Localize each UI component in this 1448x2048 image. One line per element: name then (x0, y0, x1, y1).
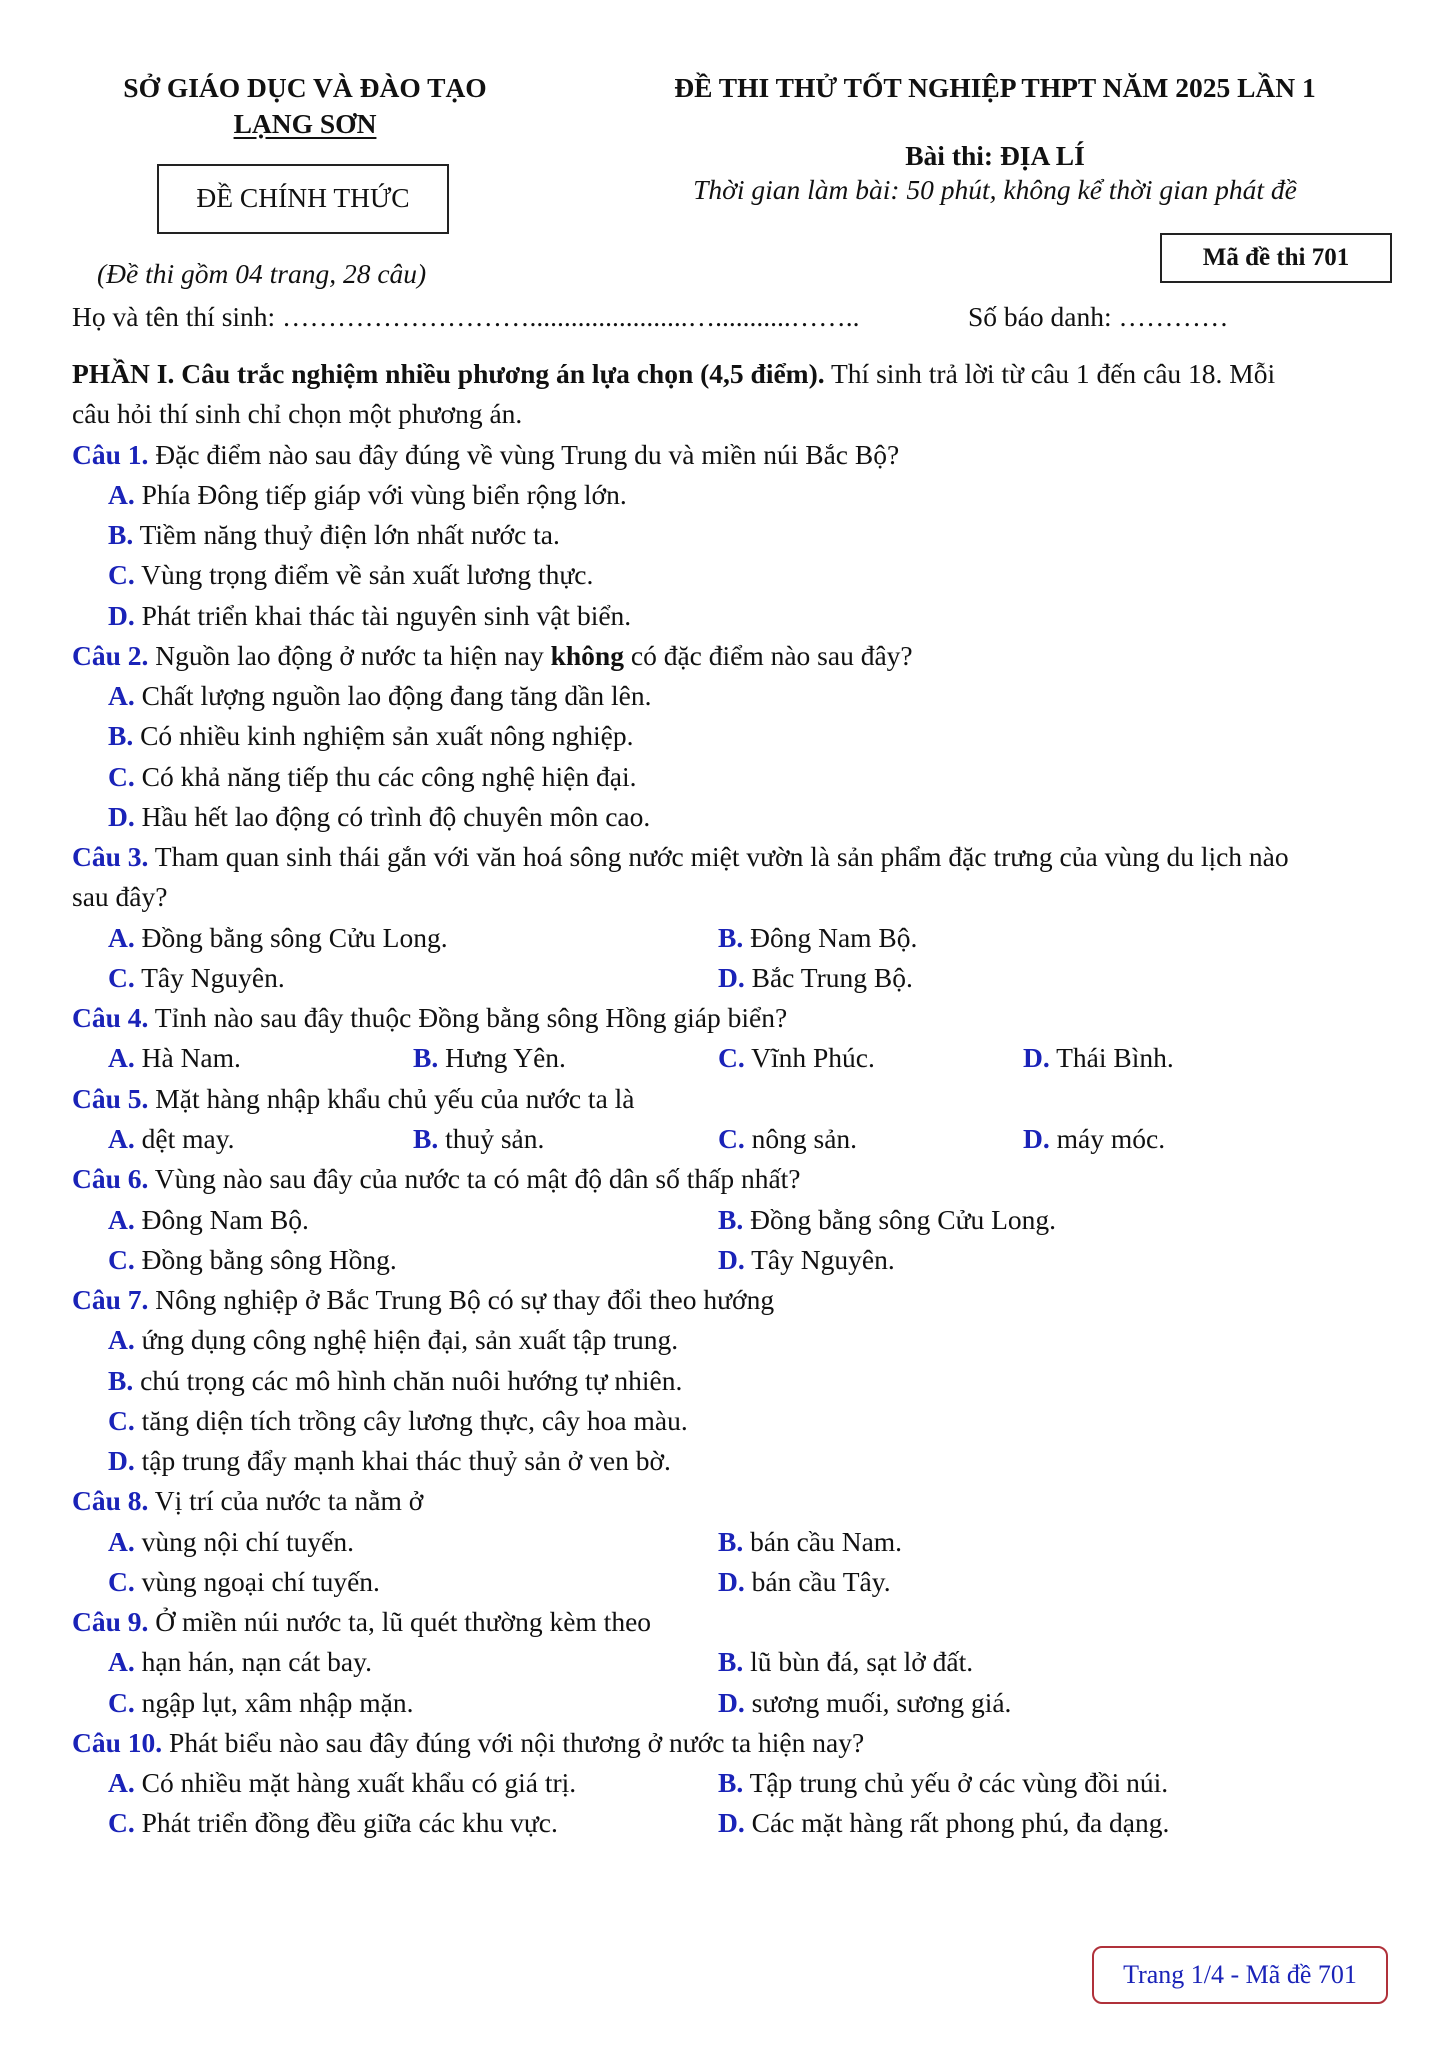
option-1b: B. Tiềm năng thuỷ điện lớn nhất nước ta. (108, 519, 560, 550)
official-badge (157, 164, 449, 234)
option-6c: C. Đồng bằng sông Hồng. (108, 1244, 397, 1275)
department-line-2: LẠNG SƠN (233, 108, 377, 139)
option-10b: B. Tập trung chủ yếu ở các vùng đồi núi. (718, 1767, 1169, 1798)
part1-title: PHẦN I. Câu trắc nghiệm nhiều phương án lựa chọn (4,5 điểm). (72, 358, 825, 389)
option-8a: A. vùng nội chí tuyến. (108, 1526, 354, 1557)
option-2b: B. Có nhiều kinh nghiệm sản xuất nông nghiệp. (108, 720, 634, 751)
option-2a: A. Chất lượng nguồn lao động đang tăng dần lên. (108, 680, 652, 711)
option-3a: A. Đồng bằng sông Cửu Long. (108, 922, 448, 953)
page-number-label: Trang 1/4 - Mã đề 701 (1123, 1960, 1357, 1989)
option-6d: D. Tây Nguyên. (718, 1244, 895, 1275)
option-6b: B. Đồng bằng sông Cửu Long. (718, 1204, 1057, 1235)
exam-code: Mã đề thi 701 (1202, 244, 1350, 271)
question-1 (72, 435, 899, 475)
exam-title: ĐỀ THI THỬ TỐT NGHIỆP THPT NĂM 2025 LẦN 1 (674, 72, 1316, 103)
option-5b: B. thuỷ sản. (413, 1123, 545, 1154)
option-7b: B. chú trọng các mô hình chăn nuôi hướng tự nhiên. (108, 1365, 683, 1396)
page-footer (1092, 1946, 1388, 2004)
option-7c: C. tăng diện tích trồng cây lương thực, cây hoa màu. (108, 1405, 688, 1436)
option-4b: B. Hưng Yên. (413, 1042, 566, 1073)
question-label: Câu 8. (72, 1485, 149, 1516)
department-line-1: SỞ GIÁO DỤC VÀ ĐÀO TẠO (123, 72, 487, 103)
option-6a: A. Đông Nam Bộ. (108, 1204, 309, 1235)
part1-instruction: Thí sinh trả lời từ câu 1 đến câu 18. Mỗi (824, 358, 1276, 389)
question-7: Câu 7. Nông nghiệp ở Bắc Trung Bộ có sự thay đổi theo hướng (72, 1284, 775, 1315)
candidate-info-row (72, 297, 860, 337)
question-label: Câu 6. (72, 1163, 149, 1194)
option-9d: D. sương muối, sương giá. (718, 1687, 1012, 1718)
option-9a: A. hạn hán, nạn cát bay. (108, 1646, 372, 1677)
question-text: Đặc điểm nào sau đây đúng về vùng Trung du và miền núi Bắc Bộ? (148, 439, 900, 470)
option-8b: B. bán cầu Nam. (718, 1526, 903, 1557)
option-3d: D. Bắc Trung Bộ. (718, 962, 913, 993)
option-10c: C. Phát triển đồng đều giữa các khu vực. (108, 1807, 558, 1838)
question-10: Câu 10. Phát biểu nào sau đây đúng với nội thương ở nước ta hiện nay? (72, 1727, 865, 1758)
option-5d: D. máy móc. (1023, 1123, 1166, 1154)
option-9b: B. lũ bùn đá, sạt lở đất. (718, 1646, 974, 1677)
option-9c: C. ngập lụt, xâm nhập mặn. (108, 1687, 414, 1718)
question-label: Câu 1. (72, 439, 149, 470)
option-8d: D. bán cầu Tây. (718, 1566, 891, 1597)
option-10d: D. Các mặt hàng rất phong phú, đa dạng. (718, 1807, 1170, 1838)
option-1c: C. Vùng trọng điểm về sản xuất lương thực. (108, 559, 594, 590)
option-7a: A. ứng dụng công nghệ hiện đại, sản xuất tập trung. (108, 1324, 679, 1355)
option-2c: C. Có khả năng tiếp thu các công nghệ hiện đại. (108, 761, 637, 792)
subject: Bài thi: ĐỊA LÍ (905, 140, 1085, 171)
exam-code-box (1160, 233, 1392, 283)
option-5c: C. nông sản. (718, 1123, 858, 1154)
part1-heading (72, 354, 1275, 394)
option-4c: C. Vĩnh Phúc. (718, 1042, 875, 1073)
question-label: Câu 10. (72, 1727, 163, 1758)
question-3: Câu 3. Tham quan sinh thái gắn với văn hoá sông nước miệt vườn là sản phẩm đặc trưng của vùng du lịch nào (72, 841, 1289, 872)
question-8: Câu 8. Vị trí của nước ta nằm ở (72, 1485, 424, 1516)
part1-instruction-cont: câu hỏi thí sinh chỉ chọn một phương án. (72, 398, 523, 429)
option-3c: C. Tây Nguyên. (108, 962, 285, 993)
official-label: ĐỀ CHÍNH THỨC (196, 182, 410, 213)
question-3-cont: sau đây? (72, 881, 168, 912)
option-4a: A. Hà Nam. (108, 1042, 241, 1073)
option-1a: A. Phía Đông tiếp giáp với vùng biển rộng lớn. (108, 479, 627, 510)
question-label: Câu 4. (72, 1002, 149, 1033)
time-note: Thời gian làm bài: 50 phút, không kể thời gian phát đề (693, 174, 1297, 205)
question-label: Câu 3. (72, 841, 149, 872)
question-4: Câu 4. Tỉnh nào sau đây thuộc Đồng bằng sông Hồng giáp biển? (72, 1002, 788, 1033)
question-label: Câu 2. (72, 640, 149, 671)
option-7d: D. tập trung đẩy mạnh khai thác thuỷ sản ở ven bờ. (108, 1445, 671, 1476)
option-4d: D. Thái Bình. (1023, 1042, 1174, 1073)
option-5a: A. dệt may. (108, 1123, 235, 1154)
question-6: Câu 6. Vùng nào sau đây của nước ta có mật độ dân số thấp nhất? (72, 1163, 801, 1194)
question-9: Câu 9. Ở miền núi nước ta, lũ quét thường kèm theo (72, 1606, 652, 1637)
question-5: Câu 5. Mặt hàng nhập khẩu chủ yếu của nước ta là (72, 1083, 635, 1114)
option-3b: B. Đông Nam Bộ. (718, 922, 918, 953)
question-2: Câu 2. Nguồn lao động ở nước ta hiện nay không có đặc điểm nào sau đây? (72, 640, 913, 671)
question-label: Câu 5. (72, 1083, 149, 1114)
option-2d: D. Hầu hết lao động có trình độ chuyên môn cao. (108, 801, 651, 832)
candidate-name-field: Họ và tên thí sinh: ……………………….......................…...........…….. (72, 301, 860, 332)
question-label: Câu 7. (72, 1284, 149, 1315)
department-name (80, 70, 530, 142)
question-label: Câu 9. (72, 1606, 149, 1637)
option-8c: C. vùng ngoại chí tuyến. (108, 1566, 380, 1597)
candidate-number-field: Số báo danh: ………… (968, 301, 1229, 332)
page-info: (Đề thi gồm 04 trang, 28 câu) (97, 258, 427, 289)
option-1d: D. Phát triển khai thác tài nguyên sinh vật biển. (108, 600, 632, 631)
option-10a: A. Có nhiều mặt hàng xuất khẩu có giá trị. (108, 1767, 577, 1798)
